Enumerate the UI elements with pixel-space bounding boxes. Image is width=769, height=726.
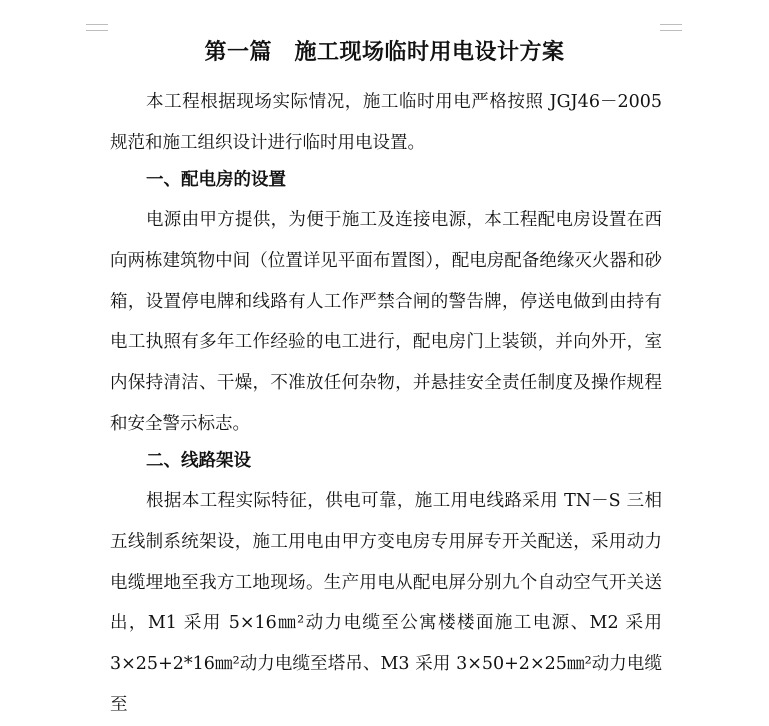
paragraph-intro: 本工程根据现场实际情况，施工临时用电严格按照 JGJ46－2005规范和施工组织设计进行临时用电设置。 [110, 92, 662, 153]
section-heading-distribution-room: 一、配电房的设置 [146, 170, 286, 190]
paragraph-distribution-room: 电源由甲方提供，为便于施工及连接电源，本工程配电房设置在西向两栋建筑物中间（位置详见平面布置图），配电房配备绝缘灭火器和砂箱，设置停电牌和线路有人工作严禁合闸的警告牌，停送电做到由持有电工执照有多年工作经验的电工进行，配电房门上装锁，并向外开，室内保持清洁、干燥，不准放任何杂物，并悬挂安全责任制度及操作规程和安全警示标志。 [110, 210, 662, 434]
margin-corner-mark-left [86, 24, 108, 32]
section-heading-line-erection: 二、线路架设 [146, 451, 251, 471]
document-title: 第一篇 施工现场临时用电设计方案 [204, 39, 565, 65]
margin-corner-mark-right [660, 24, 682, 32]
paragraph-line-erection: 根据本工程实际特征，供电可靠，施工用电线路采用 TN－S 三相五线制系统架设，施工用电由甲方变电房专用屏专开关配送，采用动力电缆埋地至我方工地现场。生产用电从配电屏分别九个自动空气开关送出，M1 采用 5×16㎜²动力电缆至公寓楼楼面施工电源、M2 采用 3×25+2*16㎜²动力电缆至塔吊、M3 采用 3×50+2×25㎜²动力电缆至 [110, 491, 662, 715]
